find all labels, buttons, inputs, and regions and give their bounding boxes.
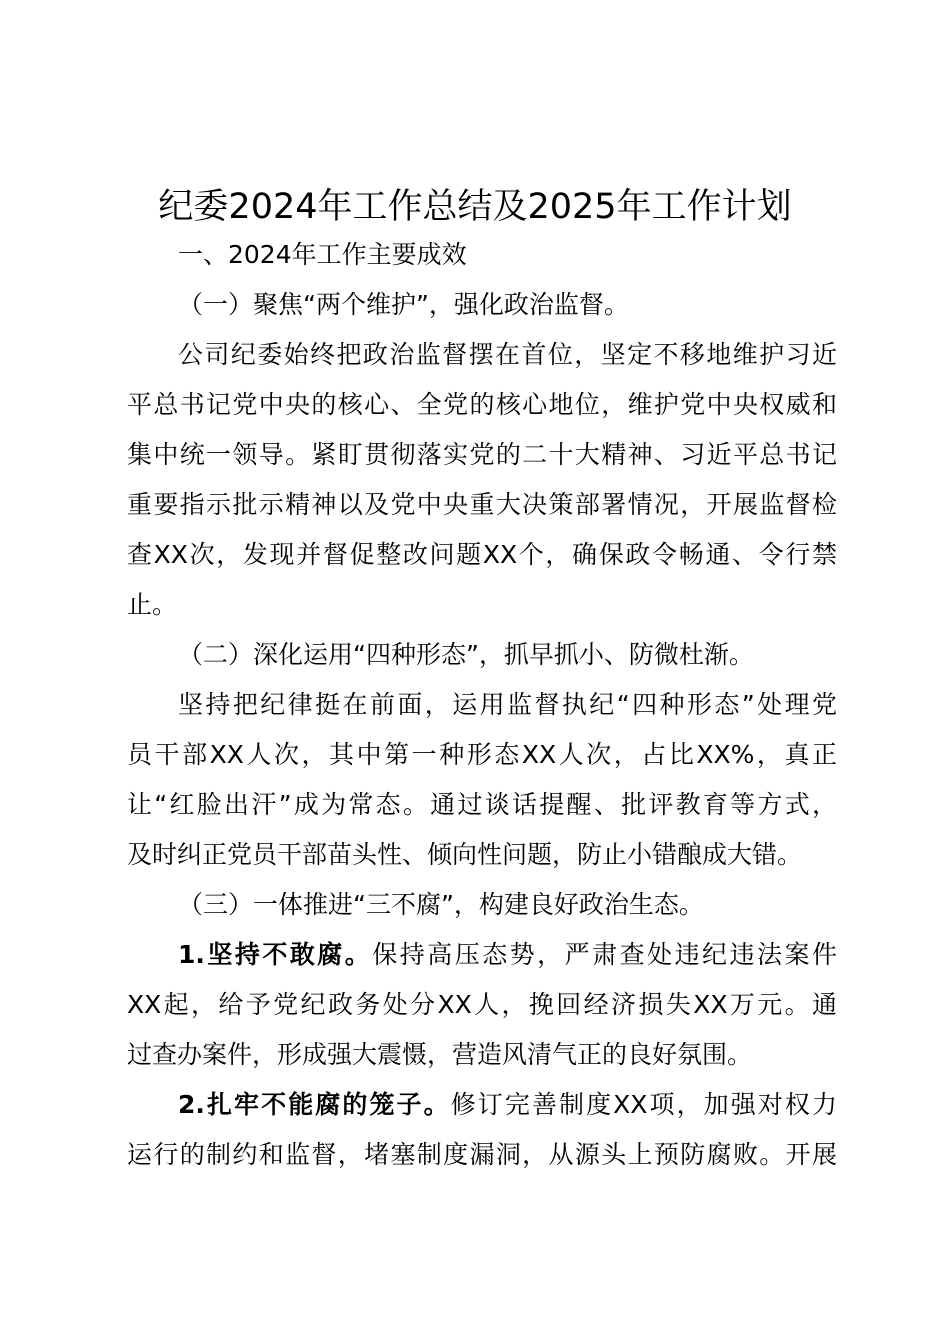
paragraph-line bbox=[178, 1090, 837, 1120]
paragraph-line: 运行的制约和监督，堵塞制度漏洞，从源头上预防腐败。开展 bbox=[127, 1140, 837, 1169]
subsection-heading-2: （二）深化运用“四种形态”，抓早抓小、防微杜渐。 bbox=[178, 640, 754, 669]
paragraph-line: 集中统一领导。紧盯贯彻落实党的二十大精神、习近平总书记 bbox=[127, 440, 837, 469]
paragraph-line: 让“红脸出汗”成为常态。通过谈话提醒、批评教育等方式， bbox=[127, 790, 837, 819]
paragraph-line: 坚持把纪律挺在前面，运用监督执纪“四种形态”处理党 bbox=[178, 690, 837, 719]
section-heading: 一、2024年工作主要成效 bbox=[178, 240, 467, 269]
paragraph-line: 及时纠正党员干部苗头性、倾向性问题，防止小错酿成大错。 bbox=[127, 840, 803, 869]
paragraph-line bbox=[178, 940, 837, 970]
item-text: 保持高压态势，严肃查处违纪违法案件 bbox=[372, 940, 837, 969]
subsection-heading-3: （三）一体推进“三不腐”，构建良好政治生态。 bbox=[178, 890, 704, 919]
subsection-heading-1: （一）聚焦“两个维护”，强化政治监督。 bbox=[178, 290, 629, 319]
paragraph-line: 员干部XX人次，其中第一种形态XX人次，占比XX%，真正 bbox=[127, 740, 837, 769]
paragraph-line: 重要指示批示精神以及党中央重大决策部署情况，开展监督检 bbox=[127, 490, 837, 519]
paragraph-line: 查XX次，发现并督促整改问题XX个，确保政令畅通、令行禁 bbox=[127, 540, 837, 569]
item-heading-1: 1.坚持不敢腐。 bbox=[178, 940, 373, 969]
paragraph-line: 平总书记党中央的核心、全党的核心地位，维护党中央权威和 bbox=[127, 390, 837, 419]
item-heading-2: 2.扎牢不能腐的笼子。 bbox=[178, 1090, 451, 1119]
paragraph-line: XX起，给予党纪政务处分XX人，挽回经济损失XX万元。通 bbox=[127, 990, 837, 1019]
item-text: 修订完善制度XX项，加强对权力 bbox=[450, 1090, 837, 1119]
paragraph-line: 止。 bbox=[127, 590, 178, 619]
document-title: 纪委2024年工作总结及2025年工作计划 bbox=[158, 187, 792, 227]
paragraph-line: 过查办案件，形成强大震慑，营造风清气正的良好氛围。 bbox=[127, 1040, 753, 1069]
paragraph-line: 公司纪委始终把政治监督摆在首位，坚定不移地维护习近 bbox=[178, 340, 837, 369]
